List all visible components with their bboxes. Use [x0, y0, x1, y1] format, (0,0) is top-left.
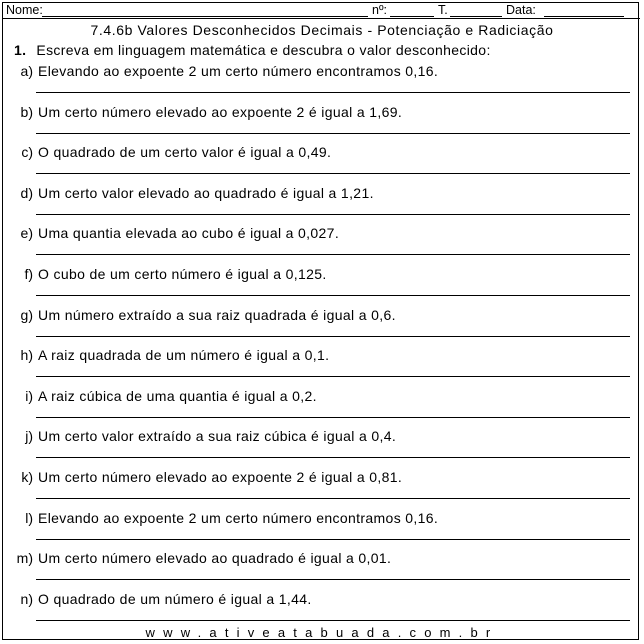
exercise-text: Um certo número elevado ao expoente 2 é igual a 1,69.	[38, 103, 403, 120]
exercise-letter: b)	[20, 103, 33, 120]
footer-website: www.ativeatabuada.com.br	[145, 625, 499, 640]
date-label: Data:	[506, 3, 536, 17]
exercise-letter: g)	[20, 306, 33, 323]
name-label: Nome:	[6, 3, 43, 17]
answer-line[interactable]	[36, 579, 630, 580]
exercise-text: O quadrado de um número é igual a 1,44.	[38, 590, 312, 607]
answer-line[interactable]	[36, 539, 630, 540]
exercise-text: Elevando ao expoente 2 um certo número encontramos 0,16.	[38, 63, 439, 79]
exercise-item	[0, 347, 644, 387]
exercise-text: Um número extraído a sua raiz quadrada é igual a 0,6.	[38, 306, 396, 323]
exercise-text: Uma quantia elevada ao cubo é igual a 0,027.	[38, 225, 340, 242]
number-field-line[interactable]	[390, 16, 434, 17]
exercise-item	[0, 307, 644, 347]
date-field-line[interactable]	[544, 16, 624, 17]
exercise-letter: h)	[20, 347, 33, 364]
exercise-item	[0, 266, 644, 306]
student-header	[4, 3, 638, 17]
class-field-line[interactable]	[450, 16, 502, 17]
worksheet-title: 7.4.6b Valores Desconhecidos Decimais - Potenciação e Radiciação	[90, 22, 554, 38]
exercise-text: A raiz cúbica de uma quantia é igual a 0,2.	[38, 387, 317, 404]
exercise-item	[0, 144, 644, 184]
exercise-letter: k)	[21, 469, 33, 485]
answer-line[interactable]	[36, 498, 630, 499]
instruction	[14, 42, 491, 58]
exercise-item	[0, 225, 644, 265]
exercise-item	[0, 388, 644, 428]
exercise-item	[0, 104, 644, 144]
name-field-line[interactable]	[42, 16, 368, 17]
exercise-text: A raiz quadrada de um número é igual a 0,1.	[38, 347, 330, 364]
answer-line[interactable]	[36, 133, 630, 134]
exercise-letter: c)	[21, 144, 33, 161]
exercise-text: O cubo de um certo número é igual a 0,125.	[38, 266, 327, 282]
answer-line[interactable]	[36, 214, 630, 215]
answer-line[interactable]	[36, 376, 630, 377]
answer-line[interactable]	[36, 417, 630, 418]
exercise-letter: e)	[20, 225, 33, 242]
exercise-item	[0, 550, 644, 590]
answer-line[interactable]	[36, 92, 630, 93]
exercise-text: Elevando ao expoente 2 um certo número encontramos 0,16.	[38, 509, 439, 526]
exercise-text: Um certo número elevado ao expoente 2 é igual a 0,81.	[38, 469, 403, 485]
exercise-item	[0, 63, 644, 103]
exercise-text: Um certo valor extraído a sua raiz cúbica é igual a 0,4.	[38, 428, 397, 445]
exercise-text: Um certo valor elevado ao quadrado é igual a 1,21.	[38, 184, 374, 201]
header-divider	[2, 18, 640, 19]
question-number: 1.	[14, 42, 27, 58]
instruction-text: Escreva em linguagem matemática e descubra o valor desconhecido:	[36, 42, 491, 58]
answer-line[interactable]	[36, 295, 630, 296]
answer-line[interactable]	[36, 457, 630, 458]
exercise-text: O quadrado de um certo valor é igual a 0,49.	[38, 144, 332, 161]
class-label: T.	[438, 3, 448, 17]
exercise-item	[0, 185, 644, 225]
exercise-item	[0, 428, 644, 468]
exercise-letter: f)	[24, 266, 33, 282]
answer-line[interactable]	[36, 254, 630, 255]
number-label: nº:	[372, 3, 387, 17]
exercise-letter: l)	[25, 509, 33, 526]
answer-line[interactable]	[36, 173, 630, 174]
exercise-item	[0, 469, 644, 509]
exercise-letter: i)	[25, 387, 33, 404]
exercise-letter: a)	[20, 63, 33, 79]
exercise-letter: m)	[16, 550, 33, 567]
exercise-item	[0, 510, 644, 550]
exercise-text: Um certo número elevado ao quadrado é igual a 0,01.	[38, 550, 392, 567]
answer-line[interactable]	[36, 336, 630, 337]
exercise-letter: j)	[25, 428, 33, 445]
exercise-letter: d)	[20, 184, 33, 201]
exercise-letter: n)	[20, 590, 33, 607]
answer-line[interactable]	[36, 620, 630, 621]
